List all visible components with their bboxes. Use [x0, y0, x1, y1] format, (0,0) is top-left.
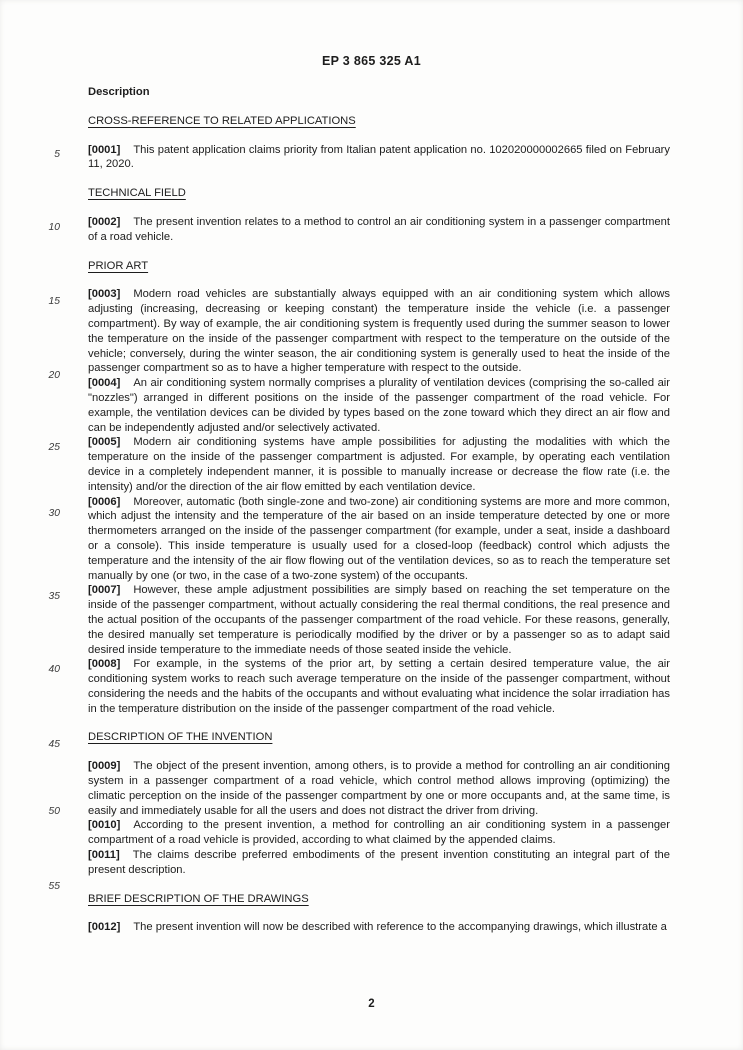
- line-number: 40: [48, 664, 60, 675]
- paragraph: [0004] An air conditioning system normally comprises a plurality of ventilation devices (comprising the so-called air "nozzles") arranged in different positions on the inside of the passenger compartment of the road vehicle. For example, the ventilation devices can be divided by types based on the zone toward which they direct an air flow and can be independently adjusted and/or selectively activated.: [88, 377, 670, 434]
- description-label: Description: [88, 86, 150, 98]
- paragraph: [0009] The object of the present invention, among others, is to provide a method for controlling an air conditioning system in a passenger compartment of a road vehicle, which control method allows improving (optimizing) the climatic perception on the inside of the passenger compartment by one or more occupants and, at the same time, is easily and immediately usable for all the users and does not distract the driver from driving.: [88, 760, 670, 817]
- paragraph: [0001] This patent application claims priority from Italian patent application no. 102020000002665 filed on February 11, 2020.: [88, 143, 670, 171]
- section-heading-text: BRIEF DESCRIPTION OF THE DRAWINGS: [88, 892, 309, 905]
- paragraph: [0011] The claims describe preferred embodiments of the present invention constituting an integral part of the present description.: [88, 849, 670, 876]
- section-heading-text: TECHNICAL FIELD: [88, 187, 186, 200]
- paragraph-number: [0008]: [88, 658, 121, 671]
- line-number: 15: [48, 296, 60, 307]
- line-number: 30: [48, 508, 60, 519]
- section-heading: [88, 892, 670, 907]
- line-number: 10: [48, 222, 60, 233]
- paragraph: [0012] The present invention will now be described with reference to the accompanying drawings, which illustrate a: [88, 921, 667, 934]
- paragraph-number: [0006]: [88, 495, 121, 508]
- paragraph-number: [0005]: [88, 436, 121, 449]
- line-number: 35: [48, 591, 60, 602]
- paragraph-number: [0009]: [88, 760, 121, 773]
- paragraph: [0010] According to the present invention, a method for controlling an air conditioning system in a passenger compartment of a road vehicle is provided, according to what claimed by the appended claims.: [88, 819, 670, 847]
- paragraph: [0008] For example, in the systems of the prior art, by setting a certain desired temperature value, the air conditioning system works to reach such average temperature on the inside of the passenger compartment, without considering the needs and the habits of the occupants and without evaluating what incidence the solar irradiation has in the temperature distribution on the inside of the passenger compartment of the road vehicle.: [88, 658, 670, 715]
- paragraph: [0003] Modern road vehicles are substantially always equipped with an air conditioning system which allows adjusting (increasing, decreasing or keeping constant) the temperature inside the vehicle (i.e. a passenger compartment). By way of example, the air conditioning system is frequently used during the summer season to lower the temperature on the inside of the passenger compartment with respect to the temperature on the outside of the vehicle; conversely, during the winter season, the air conditioning system is generally used to heat the inside of the passenger compartment so as to have a higher temperature with respect to the outside.: [88, 288, 670, 375]
- section-heading: [88, 114, 670, 129]
- line-number: 45: [48, 739, 60, 750]
- paragraph-number: [0012]: [88, 921, 121, 934]
- paragraph: [0005] Modern air conditioning systems have ample possibilities for adjusting the modalities with which the temperature on the inside of the passenger compartment is adjusted. For example, by operating each ventilation device in a completely independent manner, it is possible to manually increase or decrease the flow rate (i.e. the intensity) and/or the direction of the air flow emitted by each ventilation device.: [88, 436, 670, 493]
- line-number: 25: [48, 442, 60, 453]
- paragraph-number: [0011]: [88, 849, 120, 862]
- line-number: 50: [48, 806, 60, 817]
- section-heading: [88, 186, 670, 201]
- paragraph-number: [0002]: [88, 215, 121, 228]
- paragraph: [0002] The present invention relates to a method to control an air conditioning system in a passenger compartment of a road vehicle.: [88, 215, 670, 243]
- section-heading-text: DESCRIPTION OF THE INVENTION: [88, 731, 273, 744]
- line-number: 5: [54, 149, 60, 160]
- paragraph-number: [0003]: [88, 288, 121, 301]
- paragraph: [0006] Moreover, automatic (both single-zone and two-zone) air conditioning systems are more and more common, which adjust the intensity and the temperature of the air based on an inside temperature detected by one or more thermometers arranged on the inside of the passenger compartment (for example, under a seat, inside a dashboard or a console). This inside temperature is usually used for a closed-loop (feedback) control which adjusts the temperature and the intensity of the air flow flowing out of the ventilation devices, so as to reach the temperature set manually by one (or two, in the case of a two-zone system) of the occupants.: [88, 495, 670, 582]
- section-heading: [88, 730, 670, 745]
- document-number: EP 3 865 325 A1: [321, 54, 422, 68]
- section-heading: [88, 259, 670, 274]
- paragraph: [0007] However, these ample adjustment possibilities are simply based on reaching the set temperature on the inside of the passenger compartment, without actually considering the real thermal conditions, the real presence and the actual position of the occupants of the passenger compartment of the road vehicle. For these reasons, generally, the desired manually set temperature is periodically modified by the driver or by a passenger so as to adapt said desired inside temperature to the immediate needs of those seated inside the vehicle.: [88, 584, 670, 656]
- document-body: [88, 85, 670, 935]
- line-number: 20: [48, 370, 60, 381]
- section-heading-text: CROSS-REFERENCE TO RELATED APPLICATIONS: [88, 114, 356, 127]
- paragraph-number: [0007]: [88, 584, 121, 597]
- section-heading-text: PRIOR ART: [88, 259, 149, 272]
- paragraph-number: [0004]: [88, 377, 121, 390]
- paragraph-number: [0001]: [88, 143, 121, 156]
- paragraph-number: [0010]: [88, 819, 121, 832]
- line-number: 55: [48, 881, 60, 892]
- page-number: 2: [368, 998, 375, 1010]
